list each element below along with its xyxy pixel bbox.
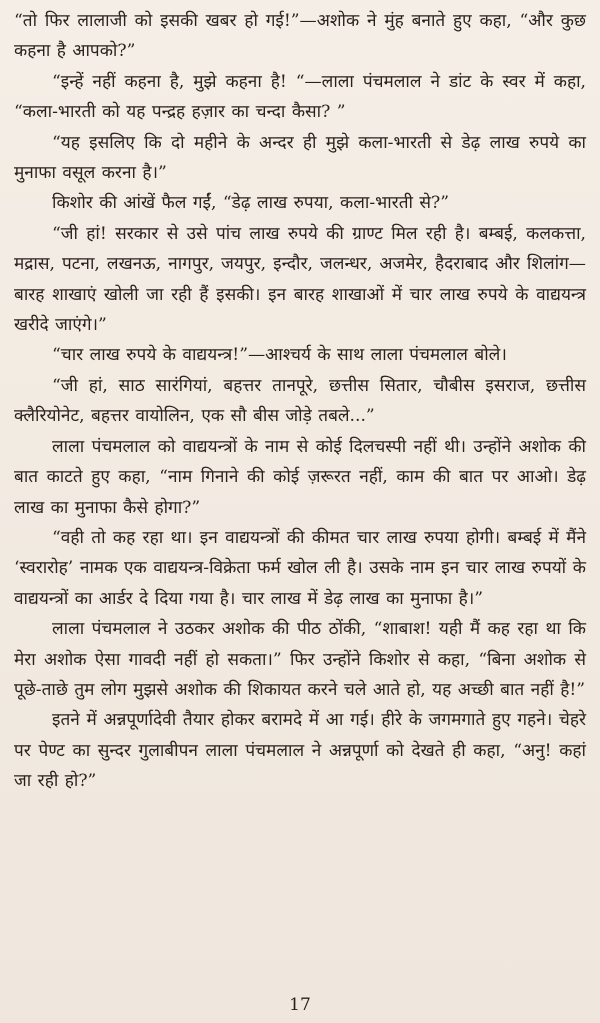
paragraph-3: “यह इसलिए कि दो महीने के अन्दर ही मुझे कला-भारती से डेढ़ लाख रुपये का मुनाफा वसूल करना है।”: [14, 132, 586, 184]
paragraph-7: “जी हां, साठ सारंगियां, बहत्तर तानपूरे, छत्तीस सितार, चौबीस इसराज, छत्तीस क्लैरियोनेट, बहत्तर वायोलिन, एक सौ बीस जोड़े तबले...”: [14, 375, 586, 427]
paragraph-10: लाला पंचमलाल ने उठकर अशोक की पीठ ठोंकी, “शाबाश! यही मैं कह रहा था कि मेरा अशोक ऐसा गावदी नहीं हो सकता।” फिर उन्होंने किशोर से कहा, “बिना अशोक से पूछे-ताछे तुम लोग मुझसे अशोक की शिकायत करने चले आते हो, यह अच्छी बात नहीं है!”: [14, 619, 586, 700]
paragraph-8: लाला पंचमलाल को वाद्ययन्त्रों के नाम से कोई दिलचस्पी नहीं थी। उन्होंने अशोक की बात काटते हुए कहा, “नाम गिनाने की कोई ज़रूरत नहीं, काम की बात पर आओ। डेढ़ लाख का मुनाफा कैसे होगा?”: [14, 436, 586, 518]
paragraph-1: “तो फिर लालाजी को इसकी खबर हो गई!”—अशोक ने मुंह बनाते हुए कहा, “और कुछ कहना है आपको?”: [14, 11, 586, 62]
paragraph-11: इतने में अन्नपूर्णादेवी तैयार होकर बरामदे में आ गई। हीरे के जगमगाते हुए गहने। चेहरे पर पेण्ट का सुन्दर गुलाबीपन लाला पंचमलाल ने अन्नपूर्णा को देखते ही कहा, “अनु! कहां जा रही हो?”: [14, 710, 586, 792]
paragraph-5: “जी हां! सरकार से उसे पांच लाख रुपये की ग्राण्ट मिल रही है। बम्बई, कलकत्ता, मद्रास, पटना, लखनऊ, नागपुर, जयपुर, इन्दौर, जलन्धर, अजमेर, हैदराबाद और शिलांग—बारह शाखाएं खोली जा रही हैं इसकी। इन बारह शाखाओं में चार लाख रुपये के वाद्ययन्त्र खरीदे जाएंगे।”: [14, 223, 586, 336]
paragraph-2: “इन्हें नहीं कहना है, मुझे कहना है! “—लाला पंचमलाल ने डांट के स्वर में कहा, “कला-भारती को यह पन्द्रह हज़ार का चन्दा कैसा? ”: [14, 71, 586, 123]
paragraph-9: “वही तो कह रहा था। इन वाद्ययन्त्रों की कीमत चार लाख रुपया होगी। बम्बई में मैंने ‘स्वरारोह’ नामक एक वाद्ययन्त्र-विक्रेता फर्म खोल ली है। उसके नाम इन चार लाख रुपयों के वाद्ययन्त्रों का आर्डर दे दिया गया है। चार लाख में डेढ़ लाख का मुनाफा है।”: [14, 527, 586, 609]
page-number: 17: [289, 995, 311, 1015]
paragraph-6: “चार लाख रुपये के वाद्ययन्त्र!”—आश्चर्य के साथ लाला पंचमलाल बोले।: [52, 345, 507, 366]
paragraph-4: किशोर की आंखें फैल गईं, “डेढ़ लाख रुपया, कला-भारती से?”: [52, 193, 450, 214]
